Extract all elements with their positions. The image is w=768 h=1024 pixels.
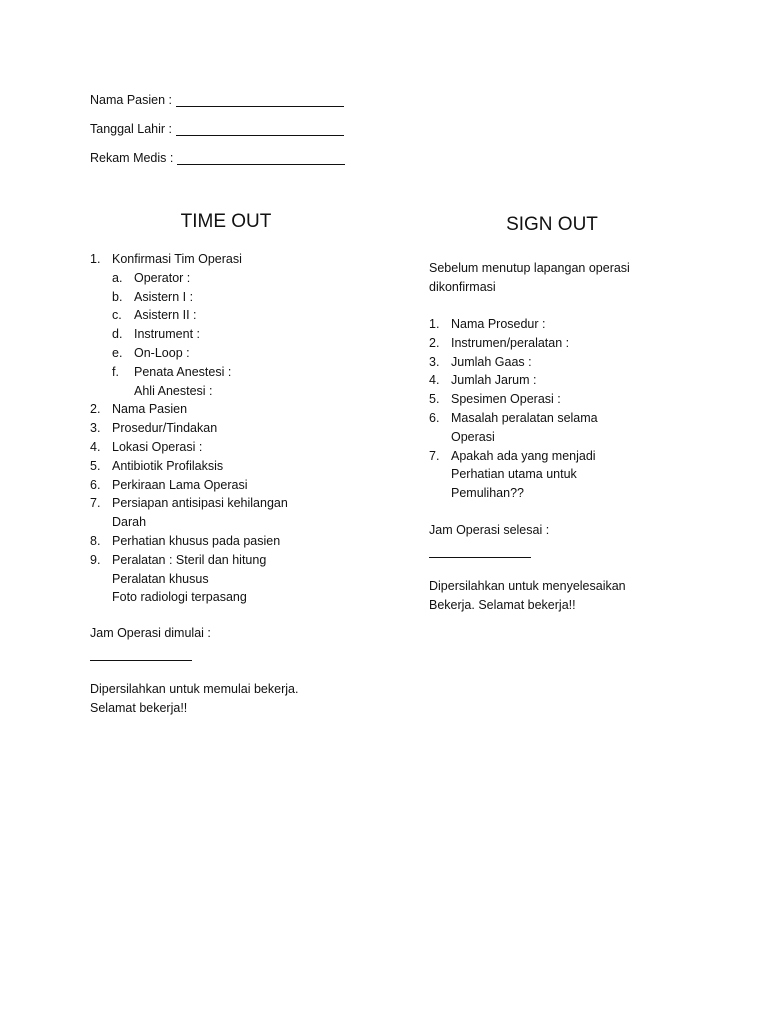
list-item: 8. Perhatian khusus pada pasien: [90, 533, 281, 548]
sign-out-title: SIGN OUT: [506, 214, 598, 235]
list-item: 1. Konfirmasi Tim Operasi a. Operator : b. Asistern I : c. Asistern II : d. Instrument : e. On-Loop : f. Penata Anestesi : Ahli Anestesi :: [90, 250, 350, 400]
birth-date-line[interactable]: [176, 123, 344, 136]
sign-out-list: [429, 315, 659, 503]
start-time-label: Jam Operasi dimulai :: [90, 626, 211, 640]
list-item: 6. Perkiraan Lama Operasi: [90, 477, 248, 492]
patient-name-field[interactable]: [90, 93, 344, 107]
list-item: 3. Prosedur/Tindakan: [90, 421, 218, 436]
list-item: 3. Jumlah Gaas :: [429, 354, 532, 369]
patient-name-label: Nama Pasien :: [90, 93, 172, 107]
end-time-line[interactable]: [429, 557, 531, 558]
sign-out-closing: Dipersilahkan untuk menyelesaikan Bekerja. Selamat bekerja!!: [429, 579, 626, 612]
sign-out-intro: Sebelum menutup lapangan operasi dikonfirmasi: [429, 261, 630, 294]
list-item: 5. Antibiotik Profilaksis: [90, 458, 224, 473]
birth-date-label: Tanggal Lahir :: [90, 122, 173, 136]
sublist-item: f. Penata Anestesi : Ahli Anestesi :: [112, 364, 232, 398]
sublist-item: e. On-Loop :: [112, 345, 190, 360]
list-item: 7. Persiapan antisipasi kehilangan Darah: [90, 496, 288, 530]
list-item: 7. Apakah ada yang menjadi Perhatian utama untuk Pemulihan??: [429, 448, 596, 501]
list-item: 1. Nama Prosedur :: [429, 317, 546, 331]
patient-name-line[interactable]: [176, 94, 344, 107]
list-item: 4. Lokasi Operasi :: [90, 439, 203, 454]
list-item: 9. Peralatan : Steril dan hitung Peralatan khusus Foto radiologi terpasang: [90, 552, 267, 605]
medical-record-line[interactable]: [177, 152, 345, 165]
medical-record-field[interactable]: [90, 151, 345, 165]
sublist-item: d. Instrument :: [112, 327, 200, 342]
time-out-closing: Dipersilahkan untuk memulai bekerja. Selamat bekerja!!: [90, 682, 299, 715]
time-out-title: TIME OUT: [180, 211, 272, 232]
sublist-item: b. Asistern I :: [112, 289, 194, 304]
team-sublist: [112, 269, 350, 401]
list-item: 2. Nama Pasien: [90, 402, 188, 417]
list-item: 6. Masalah peralatan selama Operasi: [429, 410, 598, 444]
sublist-item: c. Asistern II :: [112, 308, 197, 323]
list-item: 4. Jumlah Jarum :: [429, 373, 537, 388]
medical-record-label: Rekam Medis :: [90, 151, 174, 165]
list-item: 5. Spesimen Operasi :: [429, 392, 561, 407]
sublist-item: a. Operator :: [112, 270, 191, 285]
start-time-line[interactable]: [90, 660, 192, 661]
list-item: 2. Instrumen/peralatan :: [429, 335, 570, 350]
time-out-list: [90, 250, 350, 607]
birth-date-field[interactable]: [90, 122, 344, 136]
end-time-label: Jam Operasi selesai :: [429, 523, 550, 537]
